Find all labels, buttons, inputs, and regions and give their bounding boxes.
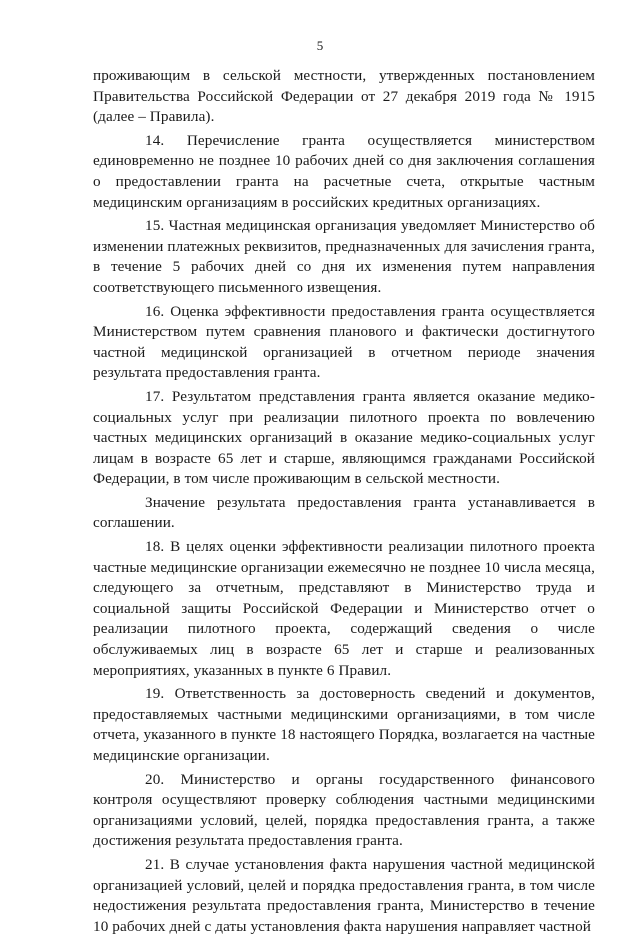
paragraph-16: 16. Оценка эффективности предоставления гранта осуществляется Министерством путем сравнения планового и фактически достигнутого частной медицинской организацией в отчетном периоде значения результата предоставления гранта. <box>93 302 595 382</box>
document-body <box>93 66 595 937</box>
paragraph-15: 15. Частная медицинская организация уведомляет Министерство об изменении платежных реквизитов, предназначенных для зачисления гранта, в течение 5 рабочих дней со дня их изменения путем направления соответствующего письменного извещения. <box>93 217 595 296</box>
paragraph-21: 21. В случае установления факта нарушения частной медицинской организацией условий, целей и порядка предоставления гранта, в том числе недостижения результата предоставления гранта, Министерство в течение 10 рабочих дней с даты установления факта нарушения направляет частной <box>93 855 595 935</box>
paragraph-continuation: проживающим в сельской местности, утвержденных постановлением Правительства Российской Федерации от 27 декабря 2019 года № 1915 (далее – Правила). <box>93 67 595 126</box>
paragraph-result-value: Значение результата предоставления гранта устанавливается в соглашении. <box>93 493 595 532</box>
paragraph-18: 18. В целях оценки эффективности реализации пилотного проекта частные медицинские организации ежемесячно не позднее 10 числа месяца, следующего за отчетным, представляют в Министерство труда и социальной защиты Российской Федерации и Министерство отчет о реализации пилотного проекта, содержащий сведения о числе обслуживаемых лиц в возрасте 65 лет и старше и реализованных мероприятиях, указанных в пункте 6 Правил. <box>93 538 595 679</box>
paragraph-14: 14. Перечисление гранта осуществляется министерством единовременно не позднее 10 рабочих дней со дня заключения соглашения о предоставлении гранта на расчетные счета, открытые частным медицинским организациям в российских кредитных организациях. <box>93 131 595 211</box>
paragraph-19: 19. Ответственность за достоверность сведений и документов, предоставляемых частными медицинскими организациями, в том числе отчета, указанного в пункте 18 настоящего Порядка, возлагается на частные медицинские организации. <box>93 685 595 764</box>
paragraph-20: 20. Министерство и органы государственного финансового контроля осуществляют проверку соблюдения частными медицинскими организациями условий, целей, порядка предоставления гранта, а также достижения результата предоставления гранта. <box>93 770 595 850</box>
paragraph-17: 17. Результатом представления гранта является оказание медико-социальных услуг при реализации пилотного проекта по вовлечению частных медицинских организаций в оказание медико-социальных услуг лицам в возрасте 65 лет и старше, являющимся гражданами Российской Федерации, в том числе проживающим в сельской местности. <box>93 387 595 488</box>
page-number: 5 <box>316 38 324 53</box>
